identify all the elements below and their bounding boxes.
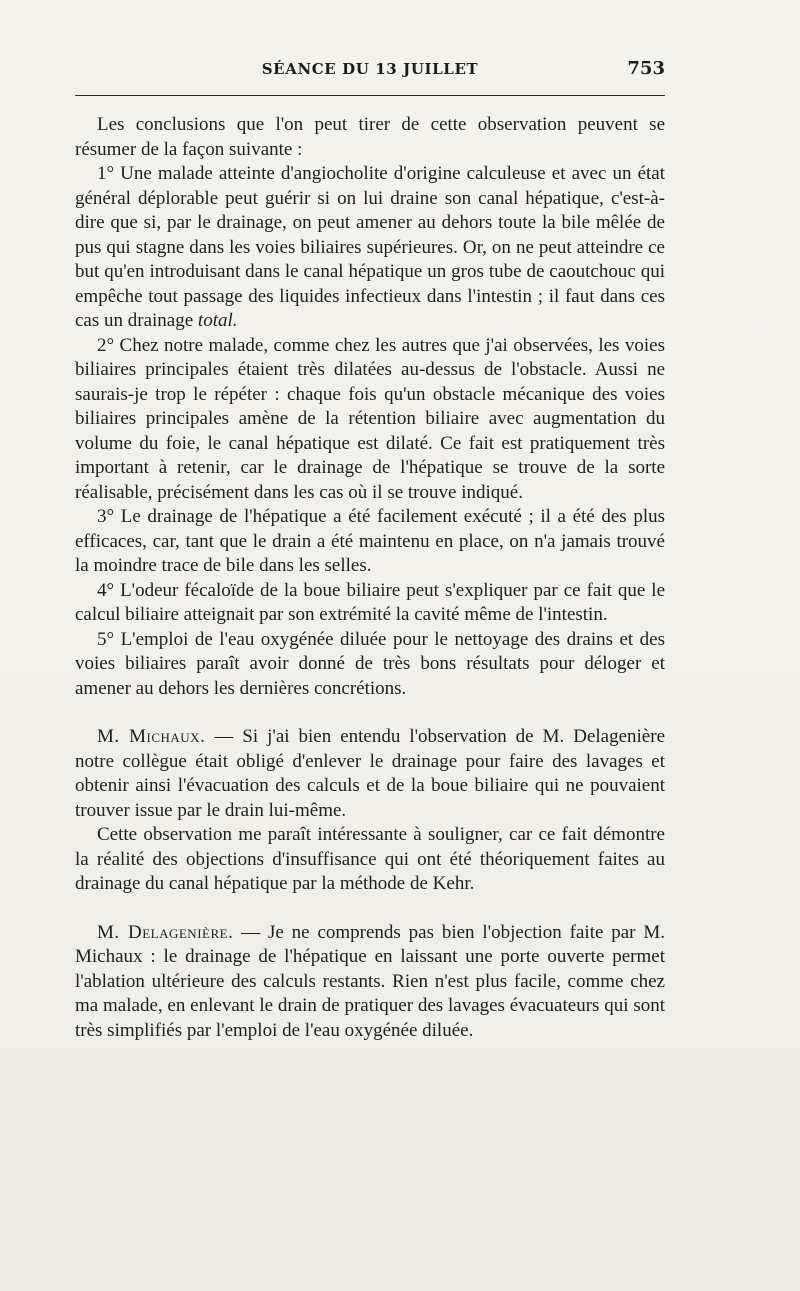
emphasis-total: total.: [197, 310, 238, 331]
paragraph-delageniere-text: — Je ne comprends pas bien l'objection faite par M. Michaux : le drainage de l'hépatique en laissant une porte ouverte permet l'ablation ultérieure des calculs restants. Rien n'est plus facile, comme chez ma malade, en enlevant le drain de pratiquer des lavages évacuateurs qui sont très simplifiés par l'emploi de l'eau oxygénée diluée.: [75, 921, 665, 1041]
paragraph-michaux: [75, 725, 665, 823]
paragraph-delageniere: [75, 921, 665, 1044]
body-text: [75, 113, 665, 1043]
section-gap: [75, 701, 665, 725]
paragraph-michaux-text: — Si j'ai bien entendu l'observation de M. Delagenière notre collègue était obligé d'enlever le drainage pour faire des lavages et obtenir ainsi l'évacuation des calculs et de la boue biliaire qui ne pouvaient trouver issue par le drain lui-même.: [75, 726, 665, 821]
paragraph-point-1: [75, 162, 665, 334]
paragraph-point-5: 5° L'emploi de l'eau oxygénée diluée pour le nettoyage des drains et des voies biliaires paraît avoir donné de très bons résultats pour déloger et amener au dehors les dernières concrétions.: [75, 628, 665, 699]
paragraph-point-3: 3° Le drainage de l'hépatique a été facilement exécuté ; il a été des plus efficaces, car, tant que le drain a été maintenu en place, on n'a jamais trouvé la moindre trace de bile dans les selles.: [75, 506, 665, 576]
paragraph-point-1-text: 1° Une malade atteinte d'angiocholite d'origine calculeuse et avec un état général déplorable peut guérir si on lui draine son canal hépatique, c'est-à-dire que si, par le drainage, on peut amener au dehors toute la bile mêlée de pus qui stagne dans les voies biliaires supérieures. Or, on ne peut atteindre ce but qu'en introduisant dans le canal hépatique un gros tube de caoutchouc qui empêche tout passage des liquides infectieux dans l'intestin ; il faut dans ces cas un drainage: [75, 163, 665, 331]
running-title: SÉANCE DU 13 JUILLET: [261, 60, 479, 78]
speaker-delageniere: M. Delagenière.: [97, 921, 234, 943]
page-number: 753: [627, 58, 665, 79]
paragraph-point-4: 4° L'odeur fécaloïde de la boue biliaire peut s'expliquer par ce fait que le calcul biliaire atteignait par son extrémité la cavité même de l'intestin.: [75, 579, 665, 625]
section-gap: [75, 897, 665, 921]
paragraph-point-2: 2° Chez notre malade, comme chez les autres que j'ai observées, les voies biliaires principales étaient très dilatées au-dessus de l'obstacle. Aussi ne saurais-je trop le répéter : chaque fois qu'un obstacle mécanique des voies biliaires principales amène de la rétention biliaire avec augmentation du volume du foie, le canal hépatique est dilaté. Ce fait est pratiquement très important à retenir, car le drainage de l'hépatique se trouve de la sorte réalisable, précisément dans les cas où il se trouve indiqué.: [75, 334, 665, 503]
speaker-michaux: M. Michaux.: [97, 726, 206, 747]
header-rule: [75, 95, 665, 96]
paragraph-observation: Cette observation me paraît intéressante à souligner, car ce fait démontre la réalité des objections d'insuffisance qui ont été théoriquement faites au drainage du canal hépatique par la méthode de Kehr.: [75, 824, 665, 894]
page-header: [75, 58, 665, 82]
paragraph-conclusions-intro: Les conclusions que l'on peut tirer de cette observation peuvent se résumer de la façon suivante :: [75, 114, 665, 160]
